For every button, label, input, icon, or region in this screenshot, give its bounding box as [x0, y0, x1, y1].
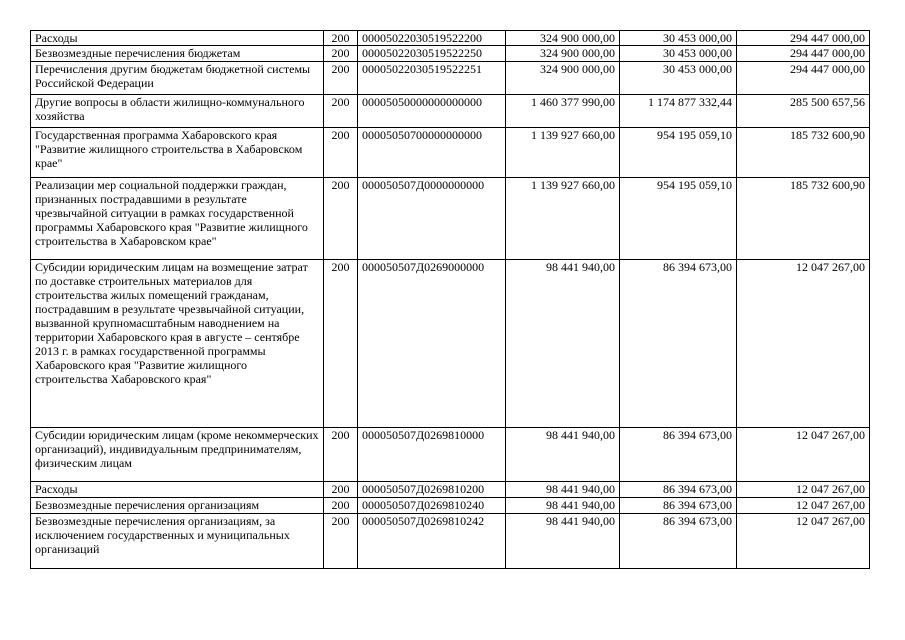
table-row [31, 482, 870, 498]
row-remaining: 12 047 267,00 [737, 498, 870, 514]
row-code: 200 [324, 428, 358, 482]
row-remaining: 185 732 600,90 [737, 128, 870, 178]
row-approved: 324 900 000,00 [506, 46, 620, 62]
row-name: Перечисления другим бюджетам бюджетной системы Российской Федерации [31, 62, 324, 95]
row-executed: 86 394 673,00 [620, 428, 737, 482]
row-remaining: 12 047 267,00 [737, 514, 870, 569]
table-row [31, 95, 870, 128]
row-executed: 86 394 673,00 [620, 498, 737, 514]
row-kbk: 00005022030519522200 [358, 31, 506, 46]
table-row [31, 514, 870, 569]
row-kbk: 00005022030519522250 [358, 46, 506, 62]
row-name: Безвозмездные перечисления организациям [31, 498, 324, 514]
row-remaining: 12 047 267,00 [737, 482, 870, 498]
row-name: Субсидии юридическим лицам на возмещение затрат по доставке строительных материалов для строительства жилых помещений гражданам, пострадавшим в результате чрезвычайной ситуации, вызванной крупномасштабным наводнением на территории Хабаровского края в августе – сентябре 2013 г. в рамках государственной программы Хабаровского края "Развитие жилищного строительства Хабаровского края" [31, 260, 324, 428]
row-kbk: 00005022030519522251 [358, 62, 506, 95]
row-remaining: 12 047 267,00 [737, 260, 870, 428]
row-approved: 1 460 377 990,00 [506, 95, 620, 128]
row-name: Расходы [31, 482, 324, 498]
row-name: Расходы [31, 31, 324, 46]
row-approved: 98 441 940,00 [506, 428, 620, 482]
row-approved: 1 139 927 660,00 [506, 128, 620, 178]
row-code: 200 [324, 178, 358, 260]
budget-table [30, 30, 870, 569]
row-kbk: 000050507Д0269810240 [358, 498, 506, 514]
row-kbk: 000050507Д0269000000 [358, 260, 506, 428]
row-approved: 98 441 940,00 [506, 514, 620, 569]
row-executed: 86 394 673,00 [620, 260, 737, 428]
row-code: 200 [324, 95, 358, 128]
row-approved: 324 900 000,00 [506, 62, 620, 95]
row-name: Государственная программа Хабаровского края "Развитие жилищного строительства в Хабаровском крае" [31, 128, 324, 178]
row-approved: 98 441 940,00 [506, 260, 620, 428]
row-remaining: 294 447 000,00 [737, 46, 870, 62]
row-approved: 98 441 940,00 [506, 498, 620, 514]
row-code: 200 [324, 514, 358, 569]
row-code: 200 [324, 260, 358, 428]
row-remaining: 294 447 000,00 [737, 62, 870, 95]
row-name: Реализации мер социальной поддержки граждан, признанных пострадавшими в результате чрезвычайной ситуации в рамках государственной программы Хабаровского края "Развитие жилищного строительства в Хабаровском крае" [31, 178, 324, 260]
row-executed: 1 174 877 332,44 [620, 95, 737, 128]
row-executed: 954 195 059,10 [620, 128, 737, 178]
table-row [31, 46, 870, 62]
table-row [31, 428, 870, 482]
row-remaining: 285 500 657,56 [737, 95, 870, 128]
table-row [31, 260, 870, 428]
row-name: Безвозмездные перечисления организациям, за исключением государственных и муниципальных организаций [31, 514, 324, 569]
row-kbk: 000050507Д0269810242 [358, 514, 506, 569]
row-executed: 954 195 059,10 [620, 178, 737, 260]
row-approved: 1 139 927 660,00 [506, 178, 620, 260]
row-kbk: 000050507Д0269810000 [358, 428, 506, 482]
row-code: 200 [324, 498, 358, 514]
row-approved: 324 900 000,00 [506, 31, 620, 46]
row-kbk: 000050507Д0000000000 [358, 178, 506, 260]
row-code: 200 [324, 62, 358, 95]
table-row [31, 31, 870, 46]
row-executed: 30 453 000,00 [620, 62, 737, 95]
row-code: 200 [324, 31, 358, 46]
row-name: Субсидии юридическим лицам (кроме некоммерческих организаций), индивидуальным предпринимателям, физическим лицам [31, 428, 324, 482]
row-name: Безвозмездные перечисления бюджетам [31, 46, 324, 62]
row-remaining: 294 447 000,00 [737, 31, 870, 46]
row-executed: 86 394 673,00 [620, 482, 737, 498]
row-kbk: 00005050700000000000 [358, 128, 506, 178]
row-executed: 86 394 673,00 [620, 514, 737, 569]
row-approved: 98 441 940,00 [506, 482, 620, 498]
row-executed: 30 453 000,00 [620, 31, 737, 46]
row-name: Другие вопросы в области жилищно-коммунального хозяйства [31, 95, 324, 128]
row-code: 200 [324, 46, 358, 62]
table-row [31, 178, 870, 260]
row-remaining: 12 047 267,00 [737, 428, 870, 482]
row-executed: 30 453 000,00 [620, 46, 737, 62]
table-row [31, 498, 870, 514]
row-remaining: 185 732 600,90 [737, 178, 870, 260]
row-code: 200 [324, 128, 358, 178]
row-kbk: 00005050000000000000 [358, 95, 506, 128]
table-row [31, 62, 870, 95]
table-row [31, 128, 870, 178]
row-kbk: 000050507Д0269810200 [358, 482, 506, 498]
row-code: 200 [324, 482, 358, 498]
